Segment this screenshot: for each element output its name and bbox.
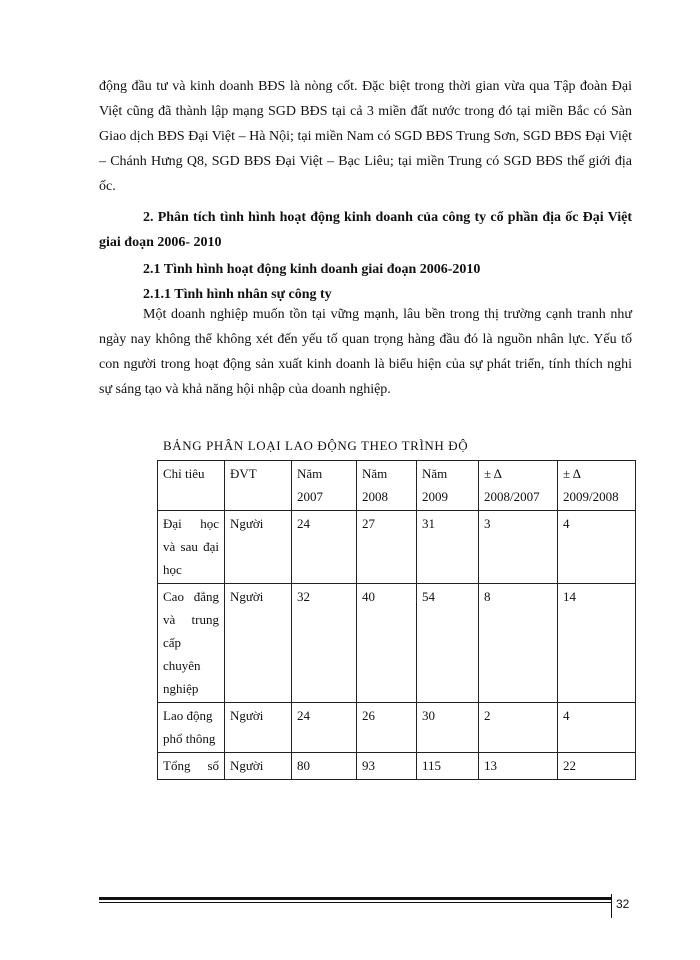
header-cell: Năm 2008 bbox=[357, 461, 417, 511]
table-cell: 24 bbox=[292, 511, 357, 584]
footer-rule-thin bbox=[99, 902, 611, 903]
table-cell: Cao đẳng và trung cấp chuyên nghiệp bbox=[158, 584, 225, 703]
table-header-row bbox=[158, 461, 636, 511]
table-cell: Người bbox=[225, 584, 292, 703]
section-heading-2: 2. Phân tích tình hình hoạt động kinh doanh của công ty cổ phần địa ốc Đại Việt giai đoạn 2006- 2010 bbox=[99, 210, 632, 250]
table-cell: 32 bbox=[292, 584, 357, 703]
table-cell: Tổng số bbox=[158, 753, 225, 780]
table-cell: 14 bbox=[558, 584, 636, 703]
table-cell: 54 bbox=[417, 584, 479, 703]
table-cell: 31 bbox=[417, 511, 479, 584]
table-cell: 4 bbox=[558, 703, 636, 753]
table-cell: 22 bbox=[558, 753, 636, 780]
table-cell: 8 bbox=[479, 584, 558, 703]
table-cell: Lao động phổ thông bbox=[158, 703, 225, 753]
table-cell: 26 bbox=[357, 703, 417, 753]
table-cell: 40 bbox=[357, 584, 417, 703]
section-heading-2-1-1: 2.1.1 Tình hình nhân sự công ty bbox=[143, 287, 332, 302]
table-cell: 2 bbox=[479, 703, 558, 753]
footer-rule bbox=[99, 897, 611, 900]
header-cell: Chỉ tiêu bbox=[158, 461, 225, 511]
table-cell: 93 bbox=[357, 753, 417, 780]
table-cell: 30 bbox=[417, 703, 479, 753]
table-cell: 4 bbox=[558, 511, 636, 584]
page-number: 32 bbox=[616, 897, 630, 911]
table-cell: 3 bbox=[479, 511, 558, 584]
header-cell: ± Δ 2008/2007 bbox=[479, 461, 558, 511]
labor-classification-table bbox=[157, 460, 636, 780]
table-row-total bbox=[158, 753, 636, 780]
header-cell: ĐVT bbox=[225, 461, 292, 511]
table-cell: 80 bbox=[292, 753, 357, 780]
header-cell: Năm 2007 bbox=[292, 461, 357, 511]
intro-paragraph: động đầu tư và kinh doanh BĐS là nòng cốt. Đặc biệt trong thời gian vừa qua Tập đoàn Đại Việt cũng đã thành lập mạng SGD BĐS tại cả 3 miền đất nước trong đó tại miền Bắc có Sàn Giao dịch BĐS Đại Việt – Hà Nội; tại miền Nam có SGD BĐS Trung Sơn, SGD BĐS Đại Việt – Chánh Hưng Q8, SGD BĐS Đại Việt – Bạc Liêu; tại miền Trung có SGD BĐS thế giới địa ốc. bbox=[99, 79, 632, 194]
table-cell: 13 bbox=[479, 753, 558, 780]
table-caption: BẢNG PHÂN LOẠI LAO ĐỘNG THEO TRÌNH ĐỘ bbox=[163, 438, 469, 453]
table-cell: 115 bbox=[417, 753, 479, 780]
personnel-paragraph: Một doanh nghiệp muốn tồn tại vững mạnh, lâu bền trong thị trường cạnh tranh như ngày nay không thể không xét đến yếu tố quan trọng hàng đầu đó là nguồn nhân lực. Yếu tố con người trong hoạt động sản xuất kinh doanh là biểu hiện của sự phát triển, tính thích nghi sự sáng tạo và khả năng hội nhập của doanh nghiệp. bbox=[99, 307, 632, 397]
header-cell: ± Δ 2009/2008 bbox=[558, 461, 636, 511]
footer-divider bbox=[611, 894, 612, 918]
section-heading-2-1: 2.1 Tình hình hoạt động kinh doanh giai đoạn 2006-2010 bbox=[143, 262, 481, 277]
table-cell: 24 bbox=[292, 703, 357, 753]
table-row bbox=[158, 703, 636, 753]
header-cell: Năm 2009 bbox=[417, 461, 479, 511]
table-cell: 27 bbox=[357, 511, 417, 584]
table-cell: Đại học và sau đại học bbox=[158, 511, 225, 584]
table-row bbox=[158, 511, 636, 584]
table-cell: Người bbox=[225, 703, 292, 753]
table-row bbox=[158, 584, 636, 703]
table-cell: Người bbox=[225, 753, 292, 780]
table-cell: Người bbox=[225, 511, 292, 584]
